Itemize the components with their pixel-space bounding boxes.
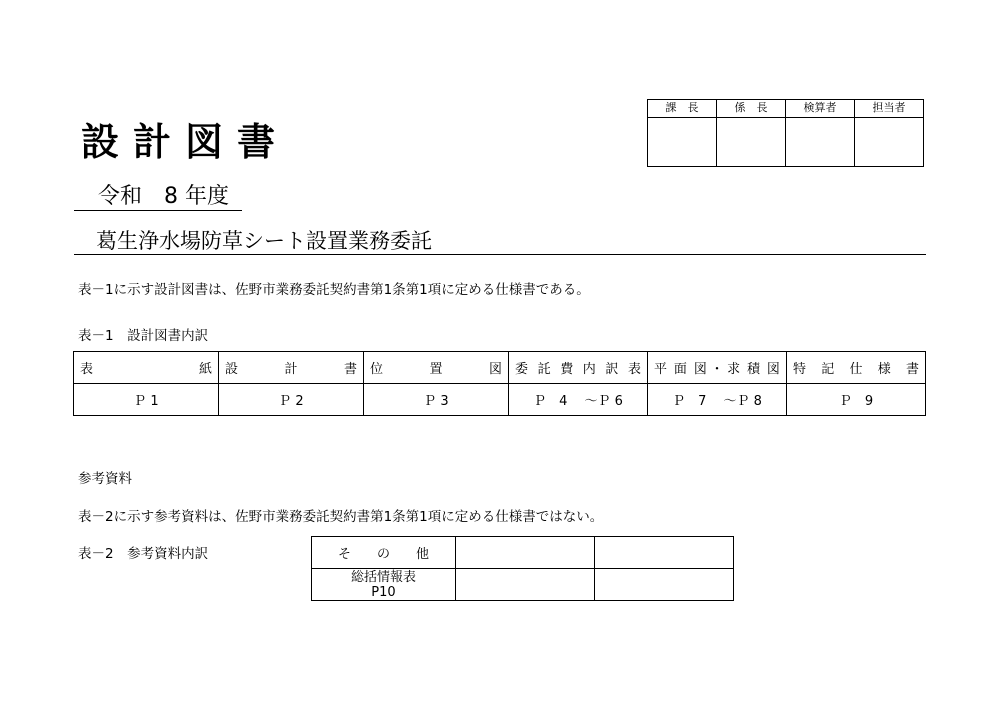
- header-char: 特: [793, 362, 807, 377]
- header-char: 書: [343, 362, 357, 377]
- table1-caption: 表－1 設計図書内訳: [78, 328, 209, 344]
- header-char: 託: [537, 362, 551, 377]
- approval-stamp-table: [647, 99, 924, 167]
- reference-heading: 参考資料: [78, 471, 132, 487]
- header-char: 委: [515, 362, 529, 377]
- header-char: 求: [727, 362, 741, 377]
- header-cover-label: [80, 358, 212, 377]
- project-name-underline: [74, 254, 926, 255]
- header-cover: [74, 352, 219, 384]
- approval-seal-cell: [855, 118, 924, 167]
- header-cost-breakdown: [509, 352, 648, 384]
- design-docs-statement: 表－1に示す設計図書は、佐野市業務委託契約書第1条第1項に定める仕様書である。: [78, 282, 590, 298]
- header-plan-area-map-label: [654, 358, 780, 377]
- reference-breakdown-table: [311, 536, 734, 601]
- document-title: 設計図書: [81, 120, 290, 164]
- project-name: 葛生浄水場防草シート設置業務委託: [96, 229, 432, 253]
- header-location-map-label: [370, 358, 502, 377]
- approval-seal-cell: [786, 118, 855, 167]
- header-design-doc-label: [225, 358, 357, 377]
- header-char: 仕: [849, 362, 863, 377]
- page-location-map: Ｐ 3: [364, 384, 509, 416]
- header-char: 面: [673, 362, 687, 377]
- reference-other-header: そ の 他: [312, 537, 456, 569]
- page-special-spec: Ｐ 9: [787, 384, 926, 416]
- approval-header-section-chief: 課 長: [648, 100, 717, 118]
- header-location-map: [364, 352, 509, 384]
- header-char: 置: [429, 362, 443, 377]
- header-char: 様: [877, 362, 891, 377]
- header-plan-area-map: [648, 352, 787, 384]
- header-char: 平: [654, 362, 668, 377]
- page-cost-breakdown: Ｐ 4 ～Ｐ 6: [509, 384, 648, 416]
- header-char: 内: [582, 362, 596, 377]
- header-design-doc: [219, 352, 364, 384]
- reference-summary-name: 総括情報表: [350, 569, 416, 585]
- fiscal-year: 令和 8 年度: [98, 184, 229, 209]
- header-char: 図: [693, 362, 707, 377]
- page-plan-area-map: Ｐ 7 ～Ｐ 8: [648, 384, 787, 416]
- header-char: 表: [627, 362, 641, 377]
- approval-seal-cell: [717, 118, 786, 167]
- header-char: 紙: [198, 362, 212, 377]
- approval-seal-cell: [648, 118, 717, 167]
- header-char: 費: [560, 362, 574, 377]
- page-design-doc: Ｐ 2: [219, 384, 364, 416]
- header-char: 表: [80, 362, 94, 377]
- header-char: 位: [370, 362, 384, 377]
- reference-statement: 表－2に示す参考資料は、佐野市業務委託契約書第1条第1項に定める仕様書ではない。: [78, 509, 604, 525]
- header-special-spec: [787, 352, 926, 384]
- header-cost-breakdown-label: [515, 358, 641, 377]
- header-char: 図: [488, 362, 502, 377]
- approval-header-person-in-charge: 担当者: [855, 100, 924, 118]
- reference-empty-cell: [456, 569, 595, 601]
- reference-summary-cell: [312, 569, 456, 601]
- header-char: 書: [905, 362, 919, 377]
- fiscal-year-underline: [74, 210, 242, 211]
- header-char: ･: [713, 362, 721, 377]
- design-docs-breakdown-table: [73, 351, 926, 416]
- header-char: 図: [766, 362, 780, 377]
- reference-empty-cell: [456, 537, 595, 569]
- header-char: 計: [284, 362, 298, 377]
- reference-empty-cell: [595, 537, 734, 569]
- reference-summary-page: P10: [371, 584, 396, 600]
- approval-header-checker: 検算者: [786, 100, 855, 118]
- page-cover: Ｐ 1: [74, 384, 219, 416]
- header-char: 訳: [605, 362, 619, 377]
- reference-empty-cell: [595, 569, 734, 601]
- header-char: 設: [225, 362, 239, 377]
- approval-header-subsection-chief: 係 長: [717, 100, 786, 118]
- table2-caption: 表－2 参考資料内訳: [78, 546, 209, 562]
- header-char: 記: [821, 362, 835, 377]
- header-special-spec-label: [793, 358, 919, 377]
- header-char: 積: [747, 362, 761, 377]
